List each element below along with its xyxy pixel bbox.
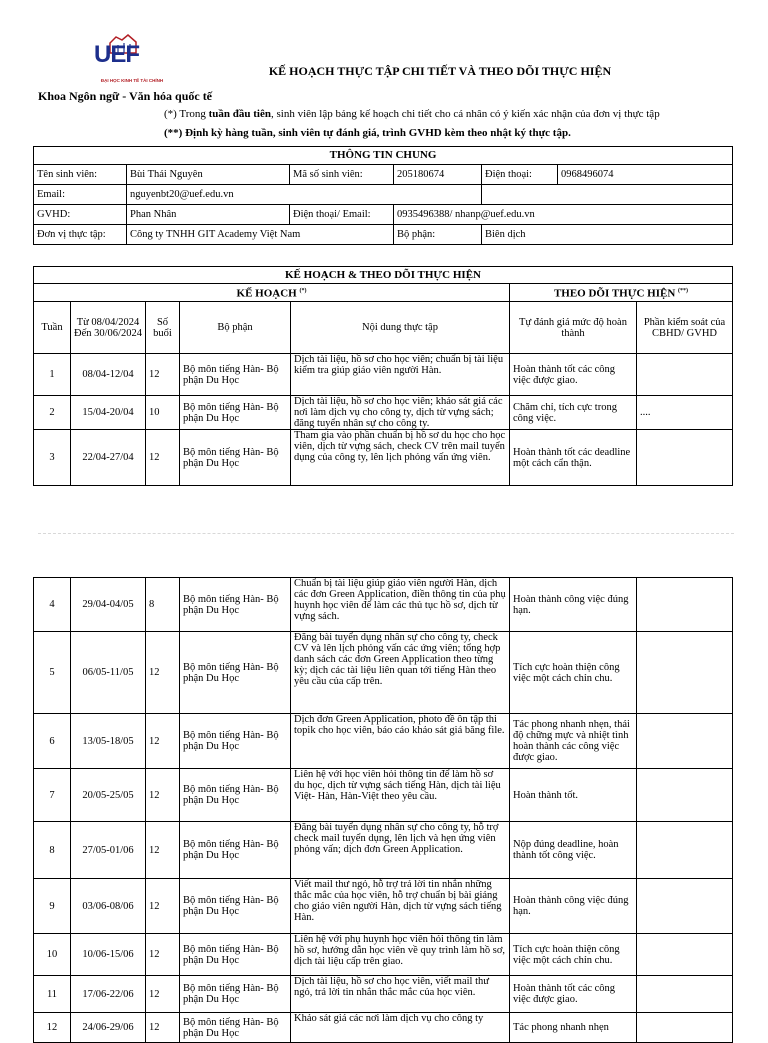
plan-row — [34, 354, 733, 396]
supervisor-cell — [637, 354, 733, 396]
department-label: Khoa Ngôn ngữ - Văn hóa quốc tế — [38, 89, 213, 103]
supervisor-cell — [637, 1013, 733, 1043]
col-dept: Bộ phận — [180, 302, 291, 354]
sessions-cell: 12 — [146, 354, 180, 396]
week-cell: 3 — [34, 430, 71, 486]
supervisor-cell — [637, 879, 733, 934]
dates-cell: 20/05-25/05 — [71, 769, 146, 822]
dates-cell: 15/04-20/04 — [71, 396, 146, 430]
dates-cell: 06/05-11/05 — [71, 632, 146, 714]
sessions-cell: 12 — [146, 822, 180, 879]
dept-cell: Bộ môn tiếng Hàn- Bộ phận Du Học — [180, 976, 291, 1013]
email-blank — [482, 185, 733, 205]
plan-row — [34, 769, 733, 822]
dates-cell: 22/04-27/04 — [71, 430, 146, 486]
content-cell: Dịch tài liệu, hồ sơ cho học viên, viết mail thư ngỏ, trả lời tin nhắn thắc mắc của học viên. — [291, 976, 510, 1013]
advisor-label: GVHD: — [34, 205, 127, 225]
self-assessment-cell: Tích cực hoàn thiện công việc một cách chỉn chu. — [510, 934, 637, 976]
phone-label: Điện thoại: — [482, 165, 558, 185]
sessions-cell: 12 — [146, 714, 180, 769]
student-name-value: Bùi Thái Nguyên — [127, 165, 290, 185]
division-value: Biên dịch — [482, 225, 733, 245]
plan-row — [34, 632, 733, 714]
week-cell: 8 — [34, 822, 71, 879]
plan-row — [34, 1013, 733, 1043]
advisor-contact-label: Điện thoại/ Email: — [290, 205, 394, 225]
week-cell: 5 — [34, 632, 71, 714]
supervisor-cell — [637, 934, 733, 976]
content-cell: Đăng bài tuyển dụng nhân sự cho công ty, check CV và lên lịch phỏng vấn các ứng viên; tổng hợp danh sách các đơn Green Application theo từng kỳ; dịch các tài liệu liên quan tới tiếng Hàn theo yêu cầu của cấp trên. — [291, 632, 510, 714]
plan-row — [34, 396, 733, 430]
company-label: Đơn vị thực tập: — [34, 225, 127, 245]
sessions-cell: 12 — [146, 1013, 180, 1043]
col-dates: Từ 08/04/2024 Đến 30/06/2024 — [71, 302, 146, 354]
col-self-assessment: Tự đánh giá mức độ hoàn thành — [510, 302, 637, 354]
supervisor-cell — [637, 822, 733, 879]
uef-logo — [94, 34, 168, 86]
content-cell: Liên hệ với phụ huynh học viên hỏi thông tin làm hồ sơ, hướng dẫn học viên về quy trình làm hồ sơ, dịch tài liệu cấp trên giao. — [291, 934, 510, 976]
tracking-subheading: THEO DÕI THỰC HIỆN (**) — [510, 284, 733, 302]
self-assessment-cell: Hoàn thành công việc đúng hạn. — [510, 879, 637, 934]
dept-cell: Bộ môn tiếng Hàn- Bộ phận Du Học — [180, 879, 291, 934]
content-cell: Chuẩn bị tài liệu giúp giáo viên người Hàn, dịch các đơn Green Application, điền thông tin của phụ huynh học viên để làm các thủ tục hồ sơ, dịch từ vựng sách. — [291, 578, 510, 632]
email-value: nguyenbt20@uef.edu.vn — [127, 185, 482, 205]
plan-row — [34, 714, 733, 769]
general-info-table — [33, 146, 733, 245]
week-cell: 12 — [34, 1013, 71, 1043]
plan-subheading: KẾ HOẠCH (*) — [34, 284, 510, 302]
content-cell: Khảo sát giá các nơi làm dịch vụ cho công ty — [291, 1013, 510, 1043]
self-assessment-cell: Tích cực hoàn thiện công việc một cách chỉn chu. — [510, 632, 637, 714]
self-assessment-cell: Nộp đúng deadline, hoàn thành tốt công việc. — [510, 822, 637, 879]
content-cell: Đăng bài tuyển dụng nhân sự cho công ty, hỗ trợ check mail tuyển dụng, lên lịch và hẹn ứng viên phỏng vấn; dịch đơn Green Application. — [291, 822, 510, 879]
self-assessment-cell: Chăm chỉ, tích cực trong công việc. — [510, 396, 637, 430]
dept-cell: Bộ môn tiếng Hàn- Bộ phận Du Học — [180, 714, 291, 769]
student-id-label: Mã số sinh viên: — [290, 165, 394, 185]
dates-cell: 03/06-08/06 — [71, 879, 146, 934]
content-cell: Dịch tài liệu, hồ sơ cho học viên; chuẩn bị tài liệu kiểm tra giúp giáo viên người Hàn. — [291, 354, 510, 396]
plan-row — [34, 976, 733, 1013]
advisor-contact-value: 0935496388/ nhanp@uef.edu.vn — [394, 205, 733, 225]
supervisor-cell: .... — [637, 396, 733, 430]
plan-table-page1 — [33, 266, 733, 486]
dept-cell: Bộ môn tiếng Hàn- Bộ phận Du Học — [180, 934, 291, 976]
col-week: Tuần — [34, 302, 71, 354]
sessions-cell: 12 — [146, 976, 180, 1013]
dept-cell: Bộ môn tiếng Hàn- Bộ phận Du Học — [180, 396, 291, 430]
dept-cell: Bộ môn tiếng Hàn- Bộ phận Du Học — [180, 769, 291, 822]
self-assessment-cell: Hoàn thành tốt các deadline một cách cẩn thận. — [510, 430, 637, 486]
week-cell: 11 — [34, 976, 71, 1013]
supervisor-cell — [637, 632, 733, 714]
student-name-label: Tên sinh viên: — [34, 165, 127, 185]
self-assessment-cell: Hoàn thành tốt các công việc được giao. — [510, 976, 637, 1013]
self-assessment-cell: Tác phong nhanh nhẹn — [510, 1013, 637, 1043]
dates-cell: 27/05-01/06 — [71, 822, 146, 879]
sessions-cell: 12 — [146, 769, 180, 822]
plan-row — [34, 822, 733, 879]
content-cell: Liên hệ với học viên hỏi thông tin để làm hồ sơ du học, dịch từ vựng sách tiếng Hàn, dịch tài liệu Việt- Hàn, Hàn-Việt theo yêu cầu. — [291, 769, 510, 822]
content-cell: Viết mail thư ngỏ, hỗ trợ trả lời tin nhắn những thắc mắc của học viên, hỗ trợ chuẩn bị bài giảng cho giáo viên người Hàn, dịch từ vựng sách tiếng Hàn. — [291, 879, 510, 934]
sessions-cell: 12 — [146, 934, 180, 976]
student-id-value: 205180674 — [394, 165, 482, 185]
plan-table-page2 — [33, 577, 733, 1043]
supervisor-cell — [637, 714, 733, 769]
sessions-cell: 12 — [146, 879, 180, 934]
dates-cell: 24/06-29/06 — [71, 1013, 146, 1043]
self-assessment-cell: Hoàn thành tốt các công việc được giao. — [510, 354, 637, 396]
dept-cell: Bộ môn tiếng Hàn- Bộ phận Du Học — [180, 1013, 291, 1043]
supervisor-cell — [637, 578, 733, 632]
logo-subtext: ĐẠI HỌC KINH TẾ TÀI CHÍNH — [100, 78, 164, 83]
content-cell: Tham gia vào phần chuẩn bị hồ sơ du học cho học viên, dịch từ vựng sách, check CV trên mail tuyển dụng của công ty, lên lịch phỏng vấn ứng viên. — [291, 430, 510, 486]
week-cell: 2 — [34, 396, 71, 430]
plan-row — [34, 430, 733, 486]
dates-cell: 10/06-15/06 — [71, 934, 146, 976]
week-cell: 1 — [34, 354, 71, 396]
self-assessment-cell: Hoàn thành tốt. — [510, 769, 637, 822]
advisor-value: Phan Nhân — [127, 205, 290, 225]
week-cell: 10 — [34, 934, 71, 976]
sessions-cell: 12 — [146, 430, 180, 486]
dept-cell: Bộ môn tiếng Hàn- Bộ phận Du Học — [180, 578, 291, 632]
company-value: Công ty TNHH GIT Academy Việt Nam — [127, 225, 394, 245]
content-cell: Dịch tài liệu, hồ sơ cho học viên; khảo sát giá các nơi làm dịch vụ cho công ty, dịch từ vựng sách; đăng tuyển nhân sự cho công ty. — [291, 396, 510, 430]
page-break — [38, 533, 734, 534]
col-supervisor: Phần kiểm soát của CBHD/ GVHD — [637, 302, 733, 354]
dates-cell: 17/06-22/06 — [71, 976, 146, 1013]
supervisor-cell — [637, 976, 733, 1013]
sessions-cell: 12 — [146, 632, 180, 714]
week-cell: 6 — [34, 714, 71, 769]
content-cell: Dịch đơn Green Application, photo đề ôn tập thi topik cho học viên, báo cáo khảo sát giá băng file. — [291, 714, 510, 769]
dept-cell: Bộ môn tiếng Hàn- Bộ phận Du Học — [180, 822, 291, 879]
email-label: Email: — [34, 185, 127, 205]
dept-cell: Bộ môn tiếng Hàn- Bộ phận Du Học — [180, 354, 291, 396]
dept-cell: Bộ môn tiếng Hàn- Bộ phận Du Học — [180, 430, 291, 486]
plan-row — [34, 934, 733, 976]
plan-row — [34, 578, 733, 632]
col-sessions: Số buổi — [146, 302, 180, 354]
col-content: Nội dung thực tập — [291, 302, 510, 354]
division-label: Bộ phận: — [394, 225, 482, 245]
general-info-heading: THÔNG TIN CHUNG — [34, 147, 733, 165]
dept-cell: Bộ môn tiếng Hàn- Bộ phận Du Học — [180, 632, 291, 714]
note-first-week: (*) Trong tuần đầu tiên, sinh viên lập bảng kế hoạch chi tiết cho cá nhân có ý kiến xác nhận của đơn vị thực tập — [164, 108, 660, 120]
week-cell: 7 — [34, 769, 71, 822]
week-cell: 4 — [34, 578, 71, 632]
note-weekly: (**) Định kỳ hàng tuần, sinh viên tự đánh giá, trình GVHD kèm theo nhật ký thực tập. — [164, 127, 571, 139]
dates-cell: 29/04-04/05 — [71, 578, 146, 632]
supervisor-cell — [637, 430, 733, 486]
plan-heading: KẾ HOẠCH & THEO DÕI THỰC HIỆN — [34, 267, 733, 284]
self-assessment-cell: Hoàn thành công việc đúng hạn. — [510, 578, 637, 632]
self-assessment-cell: Tác phong nhanh nhẹn, thái độ chững mực và nhiệt tình hoàn thành các công việc được giao. — [510, 714, 637, 769]
dates-cell: 13/05-18/05 — [71, 714, 146, 769]
plan-row — [34, 879, 733, 934]
supervisor-cell — [637, 769, 733, 822]
logo-text: UEF — [94, 41, 139, 68]
page-title: KẾ HOẠCH THỰC TẬP CHI TIẾT VÀ THEO DÕI THỰC HIỆN — [268, 64, 612, 78]
dates-cell: 08/04-12/04 — [71, 354, 146, 396]
sessions-cell: 10 — [146, 396, 180, 430]
phone-value: 0968496074 — [558, 165, 733, 185]
sessions-cell: 8 — [146, 578, 180, 632]
week-cell: 9 — [34, 879, 71, 934]
